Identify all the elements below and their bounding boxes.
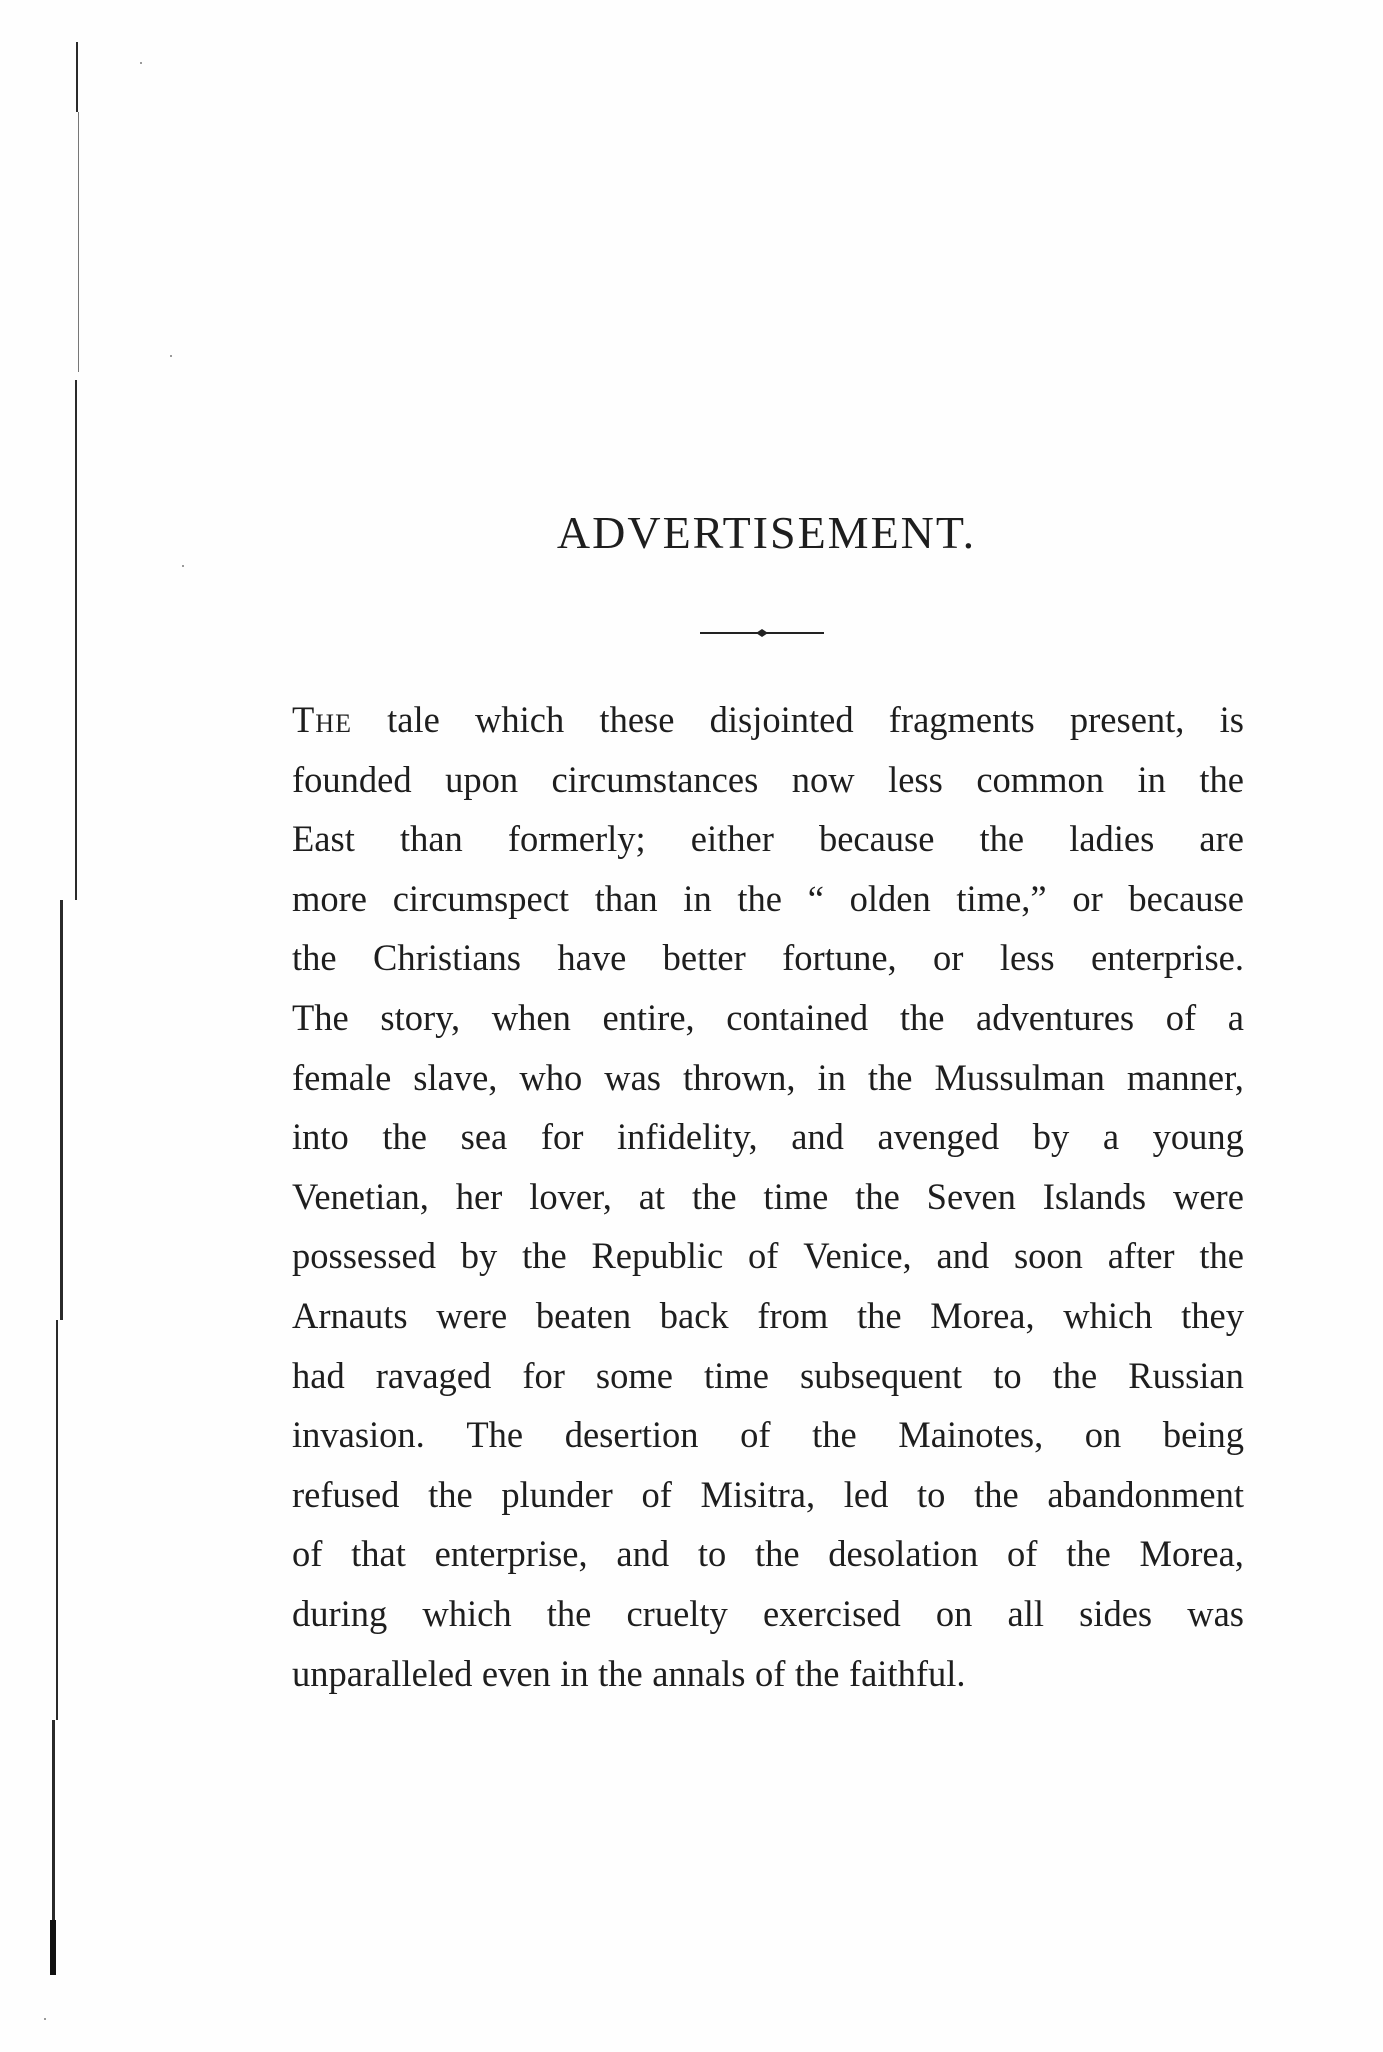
word: better <box>662 937 746 979</box>
word: the <box>737 877 782 919</box>
word: tale <box>387 699 440 740</box>
word: subsequent <box>799 1354 963 1396</box>
word: the <box>382 1116 427 1158</box>
word: Venetian, <box>292 1175 429 1217</box>
word: or <box>1072 877 1103 919</box>
word: being <box>1162 1414 1244 1456</box>
text-line <box>292 1286 1244 1346</box>
word: lover, <box>529 1175 612 1217</box>
word: the <box>974 1473 1019 1515</box>
word: the <box>856 1294 902 1336</box>
word: of <box>748 1235 779 1277</box>
word: less <box>999 937 1055 979</box>
word: these <box>599 699 675 740</box>
word: enterprise, <box>434 1533 588 1575</box>
word: to <box>917 1473 946 1515</box>
word: the <box>754 1533 800 1575</box>
word: unparalleled <box>292 1652 473 1694</box>
word: than <box>399 818 463 860</box>
word: were <box>436 1294 508 1336</box>
binding-edge-mark <box>78 112 79 372</box>
binding-edge-mark <box>56 1320 58 1720</box>
word: during <box>292 1592 388 1634</box>
word: than <box>594 877 658 919</box>
word: into <box>292 1116 349 1158</box>
word: in <box>683 877 712 919</box>
word: of <box>292 1533 323 1575</box>
lead-word: The <box>292 699 352 740</box>
word: by <box>1032 1116 1070 1158</box>
word: fragments <box>888 699 1035 740</box>
word: Mussulman <box>934 1056 1105 1098</box>
word: entire, <box>602 996 695 1038</box>
word: time <box>763 1175 829 1217</box>
binding-edge-mark <box>60 900 63 1320</box>
word: was <box>1187 1592 1244 1634</box>
word: Mainotes, <box>898 1414 1044 1456</box>
word: beaten <box>535 1294 632 1336</box>
word: led <box>843 1473 889 1515</box>
word: of <box>1007 1533 1038 1575</box>
speck <box>182 565 184 567</box>
word: adventures <box>976 996 1135 1038</box>
word: that <box>351 1533 406 1575</box>
word: exercised <box>762 1592 901 1634</box>
word: manner, <box>1126 1056 1244 1098</box>
word: Misitra, <box>700 1473 816 1515</box>
word: possessed <box>292 1235 436 1277</box>
word: the <box>1066 1533 1111 1575</box>
word: faithful. <box>848 1652 966 1694</box>
word: Islands <box>1042 1175 1147 1217</box>
word: for <box>540 1116 584 1158</box>
binding-edge-mark <box>75 380 77 900</box>
word: soon <box>1013 1235 1083 1277</box>
word: upon <box>445 758 519 800</box>
text-line <box>292 1107 1244 1167</box>
word: which <box>1063 1294 1153 1336</box>
word: the <box>899 996 945 1038</box>
word: the <box>855 1175 900 1217</box>
word: the <box>794 1652 840 1694</box>
text-line <box>292 1524 1244 1584</box>
word: even <box>481 1652 551 1694</box>
word: more <box>292 877 367 919</box>
text-line <box>292 1346 1244 1406</box>
text-line <box>292 1405 1244 1465</box>
word: is <box>1219 699 1244 740</box>
word: the <box>1199 758 1244 800</box>
word: either <box>690 818 774 860</box>
word: a <box>1102 1116 1120 1158</box>
word: the <box>292 937 337 979</box>
word: or <box>933 937 964 979</box>
word: olden <box>849 877 931 919</box>
text-line <box>292 928 1244 988</box>
word: was <box>604 1056 661 1098</box>
text-line <box>292 1584 1244 1644</box>
speck <box>170 355 172 357</box>
word: of <box>740 1414 771 1456</box>
word: to <box>993 1354 1022 1396</box>
word: The <box>466 1414 524 1456</box>
word: and <box>936 1235 990 1277</box>
word: the <box>598 1652 643 1694</box>
word: for <box>522 1354 565 1396</box>
word: the <box>867 1056 913 1098</box>
word: ravaged <box>375 1354 492 1396</box>
word: had <box>292 1354 345 1396</box>
word: common <box>976 758 1105 800</box>
word: the <box>1199 1235 1244 1277</box>
word: on <box>1084 1414 1122 1456</box>
word: time,” <box>956 877 1047 919</box>
word: Christians <box>372 937 522 979</box>
word: annals <box>652 1652 746 1694</box>
word: are <box>1199 818 1244 860</box>
word: young <box>1152 1116 1244 1158</box>
word: fortune, <box>782 937 897 979</box>
word: and <box>791 1116 844 1158</box>
word: The <box>292 996 349 1038</box>
page-title: ADVERTISEMENT. <box>556 507 977 558</box>
word: of <box>641 1473 672 1515</box>
binding-edge-mark <box>52 1720 55 1920</box>
word: the <box>812 1414 857 1456</box>
word: the <box>428 1473 473 1515</box>
word: invasion. <box>292 1414 425 1456</box>
word: Morea, <box>930 1294 1035 1336</box>
word: refused <box>292 1473 400 1515</box>
binding-edge-mark <box>76 42 78 112</box>
word: on <box>935 1592 973 1634</box>
word: who <box>519 1056 583 1098</box>
word: ladies <box>1069 818 1155 860</box>
word: sides <box>1079 1592 1153 1634</box>
word: the <box>691 1175 737 1217</box>
word: contained <box>726 996 869 1038</box>
word: after <box>1107 1235 1175 1277</box>
word: all <box>1007 1592 1044 1634</box>
text-line <box>292 809 1244 869</box>
word: Seven <box>926 1175 1016 1217</box>
word: by <box>460 1235 498 1277</box>
word: have <box>557 937 627 979</box>
word: enterprise. <box>1090 937 1244 979</box>
word: the <box>546 1592 592 1634</box>
word: Morea, <box>1139 1533 1244 1575</box>
word: from <box>757 1294 829 1336</box>
word: founded <box>292 758 412 800</box>
word: they <box>1181 1294 1244 1336</box>
word: “ <box>807 877 824 919</box>
word: thrown, <box>682 1056 796 1098</box>
word: present, <box>1069 699 1185 740</box>
text-line <box>292 750 1244 810</box>
text-line <box>292 988 1244 1048</box>
text-line <box>292 690 1244 750</box>
word: story, <box>380 996 461 1038</box>
word: which <box>475 699 565 740</box>
word: a <box>1227 996 1244 1038</box>
word: avenged <box>877 1116 1000 1158</box>
word: Republic <box>591 1235 724 1277</box>
word: were <box>1173 1175 1244 1217</box>
word: the <box>1052 1354 1098 1396</box>
speck <box>140 62 142 64</box>
word: now <box>791 758 855 800</box>
text-line <box>292 1226 1244 1286</box>
word: female <box>292 1056 392 1098</box>
ornament-divider <box>700 627 824 639</box>
text-line <box>292 1167 1244 1227</box>
word: in <box>560 1652 589 1694</box>
word: circumspect <box>392 877 570 919</box>
word: of <box>1165 996 1197 1038</box>
word: in <box>817 1056 846 1098</box>
word: formerly; <box>507 818 646 860</box>
word: because <box>1128 877 1244 919</box>
word: to <box>697 1533 727 1575</box>
word: Arnauts <box>292 1294 408 1336</box>
word: time <box>704 1354 769 1396</box>
word: cruelty <box>626 1592 728 1634</box>
word: the <box>522 1235 567 1277</box>
word: circumstances <box>551 758 759 800</box>
word: when <box>491 996 571 1038</box>
word: infidelity, <box>617 1116 758 1158</box>
word: some <box>595 1354 673 1396</box>
word: Venice, <box>803 1235 912 1277</box>
word: in <box>1137 758 1166 800</box>
word: because <box>818 818 935 860</box>
word: of <box>754 1652 786 1694</box>
word: less <box>888 758 943 800</box>
text-line <box>292 1465 1244 1525</box>
text-line <box>292 1644 1244 1704</box>
word: the <box>979 818 1025 860</box>
text-line <box>292 869 1244 929</box>
advertisement-paragraph <box>292 690 1244 1703</box>
word: desolation <box>828 1533 979 1575</box>
speck <box>44 2018 46 2020</box>
word: her <box>455 1175 503 1217</box>
word: sea <box>460 1116 508 1158</box>
binding-edge-mark <box>50 1920 56 1975</box>
word: slave, <box>413 1056 498 1098</box>
word: desertion <box>564 1414 699 1456</box>
word: plunder <box>501 1473 613 1515</box>
word: which <box>422 1592 512 1634</box>
text-line <box>292 1048 1244 1108</box>
word: Russian <box>1128 1354 1244 1396</box>
word: back <box>659 1294 729 1336</box>
word: abandonment <box>1047 1473 1244 1515</box>
word: at <box>638 1175 666 1217</box>
word: and <box>616 1533 670 1575</box>
word: disjointed <box>709 699 854 740</box>
word: East <box>292 818 355 860</box>
